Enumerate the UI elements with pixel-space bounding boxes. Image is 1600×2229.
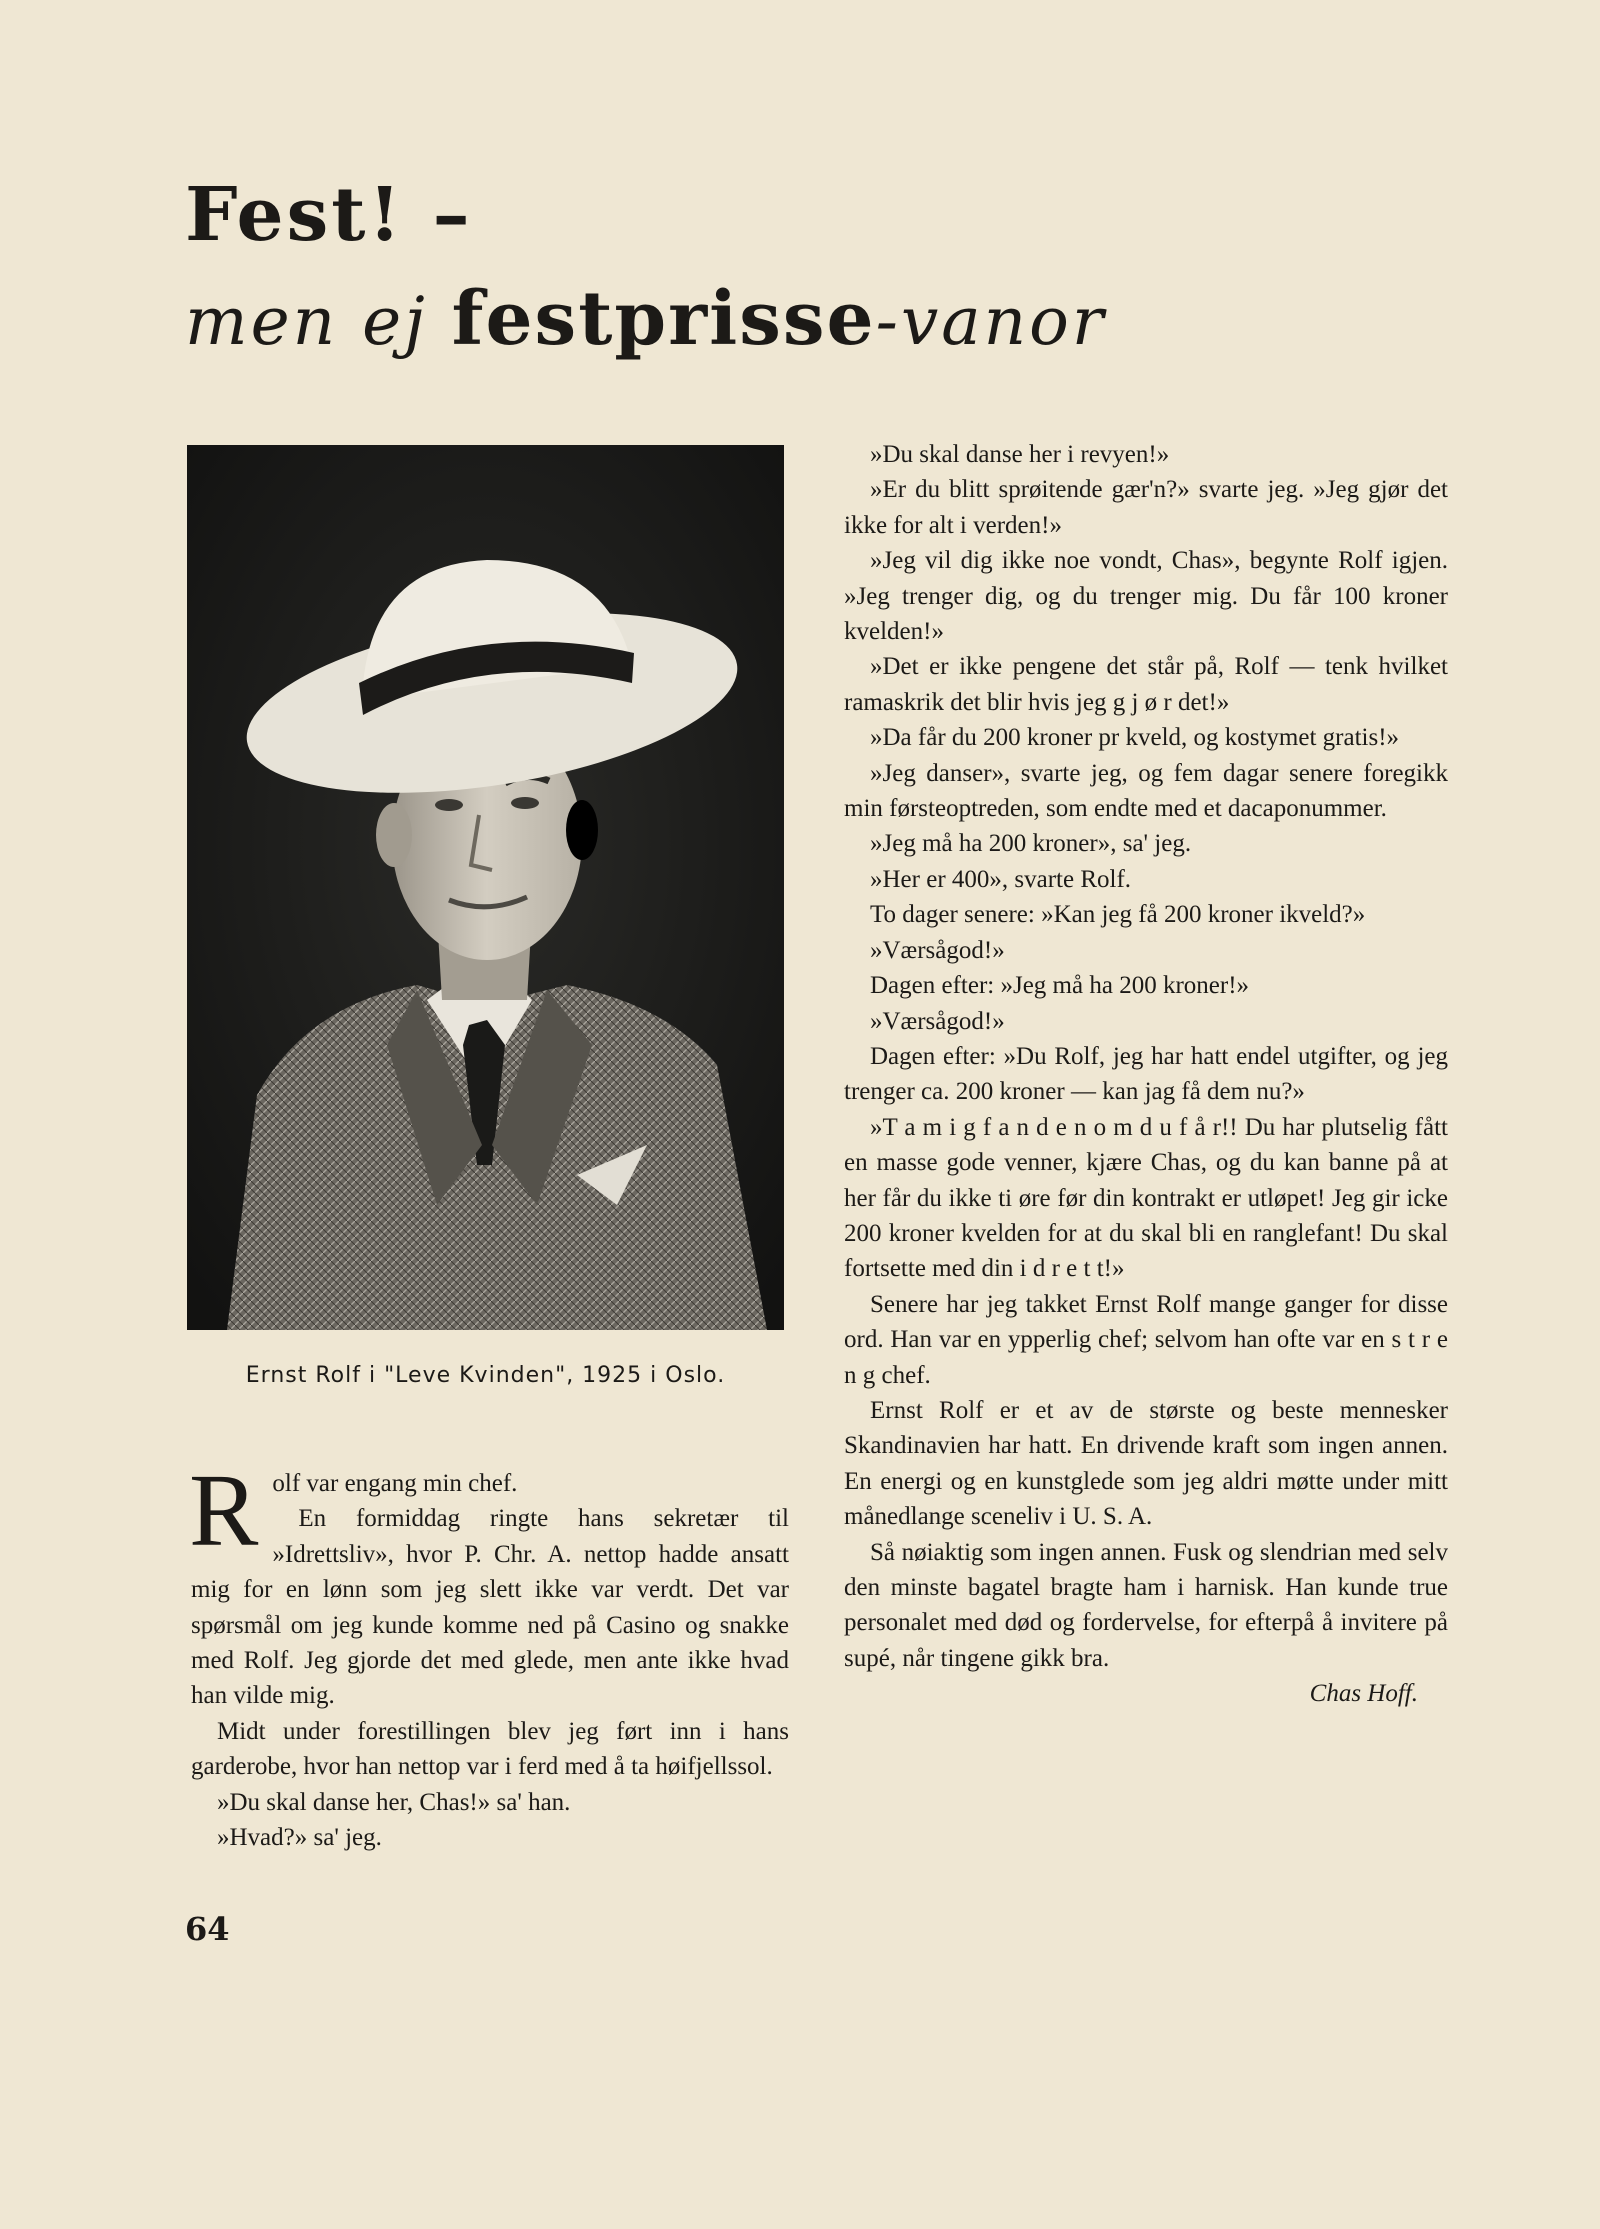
article-paragraph: »Værsågod!»	[870, 936, 1005, 964]
article-paragraph: »Er du blitt sprøitende gær'n?» svarte jeg. »Jeg gjør det ikke for alt i verden!»	[844, 476, 1448, 539]
article-paragraph: Så nøiaktig som ingen annen. Fusk og slendrian med selv den minste bagatel bragte ham i harnisk. Han kunde true personalet med død og fordervelse, for efterpå å invitere på supé, når tingene gikk bra.	[844, 1538, 1448, 1672]
article-paragraph: Dagen efter: »Jeg må ha 200 kroner!»	[870, 972, 1250, 1000]
article-paragraph: Ernst Rolf er et av de største og beste mennesker Skandinavien har hatt. En drivende kraft som ingen annen. En energi og en kunstglede som jeg aldri møtte under mitt månedlange sceneliv i U. S. A.	[844, 1396, 1448, 1531]
article-paragraph: »T a m i g f a n d e n o m d u f å r!! Du har plutselig fått en masse gode venner, kjære Chas, og du kan banne på at her får du ikke ti øre før din kontrakt er utløpet! Jeg gir icke 200 kroner kvelden for at du skal bli en ranglefant! Du skal fortsette med din i d r e t t!»	[844, 1113, 1448, 1283]
article-paragraph: »Værsågod!»	[870, 1007, 1005, 1035]
author-signature: Chas Hoff.	[1309, 1680, 1418, 1708]
article-paragraph: Midt under forestillingen blev jeg ført inn i hans garderobe, hvor han nettop var i ferd med å ta høifjellssol.	[191, 1717, 789, 1781]
article-column-right	[844, 437, 1448, 1712]
article-paragraph: »Jeg danser», svarte jeg, og fem dagar senere foregikk min førsteoptreden, som endte med et dacaponummer.	[844, 759, 1448, 823]
article-paragraph: »Du skal danse her i revyen!»	[870, 441, 1170, 468]
headline-italic-start: men ej	[185, 283, 452, 360]
article-paragraph: Rolf var engang min chef.	[189, 1453, 518, 1568]
article-paragraph: To dager senere: »Kan jeg få 200 kroner ikveld?»	[870, 901, 1366, 929]
headline-line1: Fest! –	[185, 172, 473, 258]
headline-bold-word: festprisse	[451, 276, 876, 362]
article-paragraph: »Du skal danse her, Chas!» sa' han.	[217, 1788, 571, 1816]
article-paragraph: »Her er 400», svarte Rolf.	[870, 865, 1132, 893]
article-column-left	[189, 1453, 789, 1855]
article-paragraph: »Jeg vil dig ikke noe vondt, Chas», begynte Rolf igjen. »Jeg trenger dig, og du trenger mig. Du får 100 kroner kvelden!»	[844, 547, 1448, 646]
headline-italic-end: -vanor	[875, 283, 1107, 360]
portrait-photo	[187, 445, 784, 1330]
photo-caption: Ernst Rolf i "Leve Kvinden", 1925 i Oslo.	[245, 1363, 726, 1388]
article-paragraph: »Jeg må ha 200 kroner», sa' jeg.	[870, 830, 1192, 858]
article-paragraph: En formiddag ringte hans sekretær til »Idrettsliv», hvor P. Chr. A. nettop hadde ansatt mig for en lønn som jeg slett ikke var verdt. Det var spørsmål om jeg kunde komme ned på Casino og snakke med Rolf. Jeg gjorde det med glede, men ante ikke hvad han vilde mig.	[191, 1505, 789, 1710]
article-paragraph: Dagen efter: »Du Rolf, jeg har hatt endel utgifter, og jeg trenger ca. 200 kroner — kan jag få dem nu?»	[844, 1042, 1448, 1106]
article-paragraph: »Det er ikke pengene det står på, Rolf — tenk hvilket ramaskrik det blir hvis jeg g j ø r det!»	[844, 653, 1448, 716]
article-paragraph: »Hvad?» sa' jeg.	[217, 1824, 382, 1852]
article-paragraph: Senere har jeg takket Ernst Rolf mange ganger for disse ord. Han var en ypperlig chef; selvom han ofte var en s t r e n g chef.	[844, 1290, 1448, 1389]
drop-cap: R	[189, 1453, 259, 1568]
page-number: 64	[185, 1910, 230, 1948]
article-paragraph: »Da får du 200 kroner pr kveld, og kostymet gratis!»	[870, 724, 1400, 752]
headline-line2	[185, 276, 1107, 362]
